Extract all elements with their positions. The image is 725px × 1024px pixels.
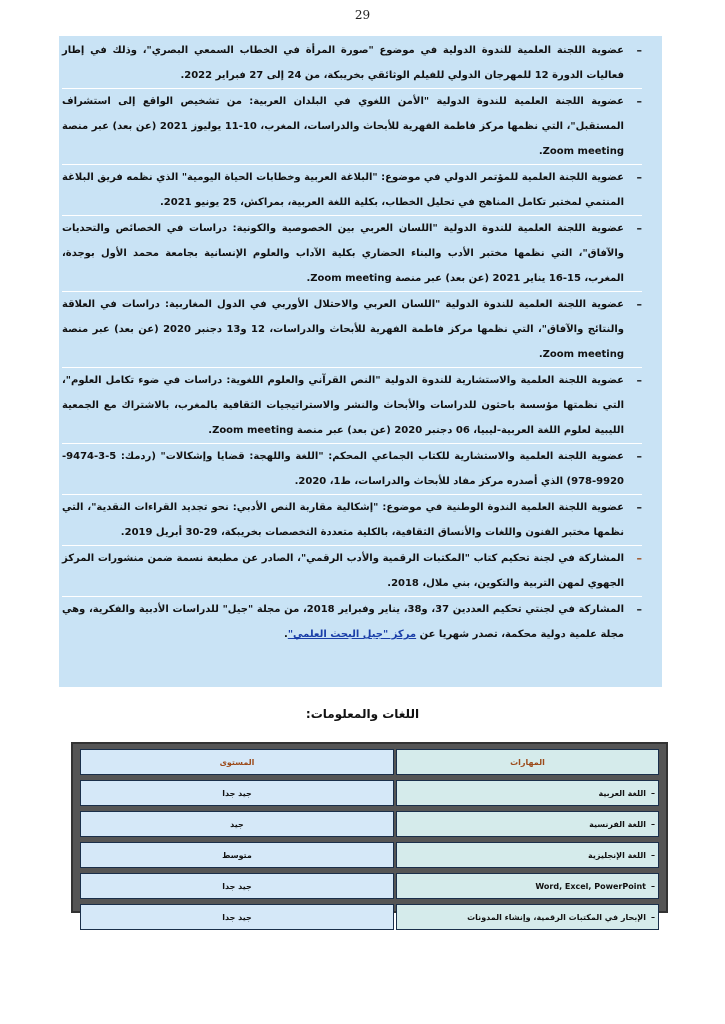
page-number: 29 xyxy=(354,8,371,22)
activity-text xyxy=(62,546,624,596)
skills-table-row xyxy=(80,811,659,837)
skill-cell xyxy=(396,873,659,899)
skill-name: الإبحار في المكتبات الرقمية، وإنشاء المدونات xyxy=(467,912,646,922)
activity-item xyxy=(62,546,642,597)
activity-text xyxy=(62,165,624,215)
activity-text xyxy=(62,368,624,443)
skill-cell xyxy=(396,842,659,868)
skill-name: Word, Excel, PowerPoint xyxy=(535,881,646,891)
activity-text-body: عضوية اللجنة العلمية للندوة الدولية في موضوع "صورة المرأة في الخطاب السمعي البصري"، وذلك في إطار فعاليات الدورة 12 للمهرجان الدولي للفيلم الوثائقي بخريبكة، من 24 إلى 27 فبراير 2022. xyxy=(62,45,624,81)
skills-table-row xyxy=(80,873,659,899)
skills-table-row xyxy=(80,780,659,806)
skills-table xyxy=(71,742,668,922)
activity-text-body: المشاركة في لجنة تحكيم كتاب "المكتبات الرقمية والأدب الرقمي"، الصادر عن مطبعة نسمة ضمن منشورات المركز الجهوي لمهن التربية والتكوين، بني ملال، 2018. xyxy=(62,553,624,589)
bullet-dash-icon: – xyxy=(636,222,642,235)
bullet-dash-icon: – xyxy=(636,603,642,616)
activity-text-body: عضوية اللجنة العلمية والاستشارية للندوة الدولية "النص القرآني والعلوم اللغوية: دراسات في ضوء تكامل العلوم"، التي نظمتها مؤسسة باحثون للدراسات والأبحاث والنشر والاستراتيجيات الثقافية بالمغرب، بالاشتراك مع الجمعية الليبية لعلوم اللغة العربية-ليبيا، 06 دجنبر 2020 (عن بعد) عبر منصة Zoom meeting. xyxy=(62,375,624,436)
bullet-dash-icon: – xyxy=(636,501,642,514)
level-cell: جيد جدا xyxy=(80,873,394,899)
skills-table-row xyxy=(80,842,659,868)
activity-item xyxy=(62,38,642,89)
skill-name: اللغة الفرنسية xyxy=(589,819,646,829)
level-cell: متوسط xyxy=(80,842,394,868)
activity-item xyxy=(62,216,642,292)
bullet-dash-icon: – xyxy=(651,912,655,922)
activity-item xyxy=(62,165,642,216)
activities-list xyxy=(62,38,642,647)
header-level: المستوى xyxy=(80,749,394,775)
activity-text-body: عضوية اللجنة العلمية للندوة الدولية "الأمن اللغوي في البلدان العربية: من تشخيص الواقع إلى استشراف المستقبل"، التي نظمها مركز فاطمة الفهرية للأبحاث والدراسات، المغرب، 10-11 يوليوز 2021 (عن بعد) عبر منصة Zoom meeting. xyxy=(62,96,624,157)
bullet-dash-icon: – xyxy=(651,819,655,829)
level-cell: جيد xyxy=(80,811,394,837)
skills-table-header xyxy=(80,749,659,775)
skill-name: اللغة الإنجليزية xyxy=(588,850,646,860)
activity-item xyxy=(62,368,642,444)
activity-text xyxy=(62,216,624,291)
activity-item xyxy=(62,495,642,546)
skill-cell xyxy=(396,904,659,930)
activity-text-body: عضوية اللجنة العلمية للندوة الدولية "اللسان العربي بين الخصوصية والكونية: دراسات في الخصائص والتحديات والآفاق"، التي نظمها مختبر الأدب والبناء الحضاري بكلية الآداب والعلوم الإنسانية بجامعة محمد الأول بوجدة، المغرب، 15-16 يناير 2021 (عن بعد) عبر منصة Zoom meeting. xyxy=(62,223,624,284)
bullet-dash-icon: – xyxy=(651,881,655,891)
level-cell: جيد جدا xyxy=(80,904,394,930)
bullet-dash-icon: – xyxy=(651,788,655,798)
activity-text xyxy=(62,292,624,367)
activity-text xyxy=(62,495,624,545)
activity-item xyxy=(62,89,642,165)
bullet-dash-icon: – xyxy=(636,450,642,463)
header-skill: المهارات xyxy=(396,749,659,775)
bullet-dash-icon: – xyxy=(636,95,642,108)
skill-cell xyxy=(396,811,659,837)
bullet-dash-icon: – xyxy=(636,374,642,387)
bullet-dash-icon: – xyxy=(636,552,642,565)
level-cell: جيد جدا xyxy=(80,780,394,806)
activity-item xyxy=(62,444,642,495)
activity-link[interactable]: مركز "جيل البحث العلمي" xyxy=(287,629,417,640)
skills-table-row xyxy=(80,904,659,930)
skill-cell xyxy=(396,780,659,806)
activity-item xyxy=(62,292,642,368)
skill-name: اللغة العربية xyxy=(598,788,646,798)
activity-text xyxy=(62,597,624,647)
bullet-dash-icon: – xyxy=(636,44,642,57)
activity-text xyxy=(62,89,624,164)
activity-text-body: عضوية اللجنة العلمية للندوة الدولية "اللسان العربي والاحتلال الأوربي في الدول المغاربية: دراسات في العلاقة والنتائج والآفاق"، التي نظمها مركز فاطمة الفهرية للأبحاث والدراسات، 12 و13 دجنبر 2020 (عن بعد) عبر منصة Zoom meeting. xyxy=(62,299,624,360)
activity-text xyxy=(62,38,624,88)
activity-item xyxy=(62,597,642,647)
bullet-dash-icon: – xyxy=(636,298,642,311)
activity-text-body: عضوية اللجنة العلمية والاستشارية للكتاب الجماعي المحكم: "اللغة واللهجة: قضايا وإشكالات" (ردمك: 5-3-9474-9920-978) الذي أصدره مركز مفاد للأبحاث والدراسات، ط1، 2020. xyxy=(62,451,624,487)
activity-text xyxy=(62,444,624,494)
activity-text-tail: . xyxy=(284,629,288,640)
section-title: اللغات والمعلومات: xyxy=(305,707,420,721)
bullet-dash-icon: – xyxy=(651,850,655,860)
activity-text-body: عضوية اللجنة العلمية الندوة الوطنية في موضوع: "إشكالية مقاربة النص الأدبي: نحو تجديد القراءات النقدية"، التي نظمها مختبر الفنون واللغات والأنساق الثقافية، بالكلية متعددة التخصصات بخريبكة، 29-30 أبريل 2019. xyxy=(62,502,624,538)
activity-text-body: المشاركة في لجنتي تحكيم العددين 37، و38، يناير وفبراير 2018، من مجلة "جيل" للدراسات الأدبية والفكرية، وهي مجلة علمية دولية محكمة، تصدر شهريا عن xyxy=(62,604,624,640)
bullet-dash-icon: – xyxy=(636,171,642,184)
activity-text-body: عضوية اللجنة العلمية للمؤتمر الدولي في موضوع: "البلاغة العربية وخطابات الحياة اليومية" الذي نظمه فريق البلاغة المنتمي لمختبر تكامل المناهج في تحليل الخطاب، بكلية اللغة العربية، بمراكش، 25 يونيو 2021. xyxy=(62,172,624,208)
